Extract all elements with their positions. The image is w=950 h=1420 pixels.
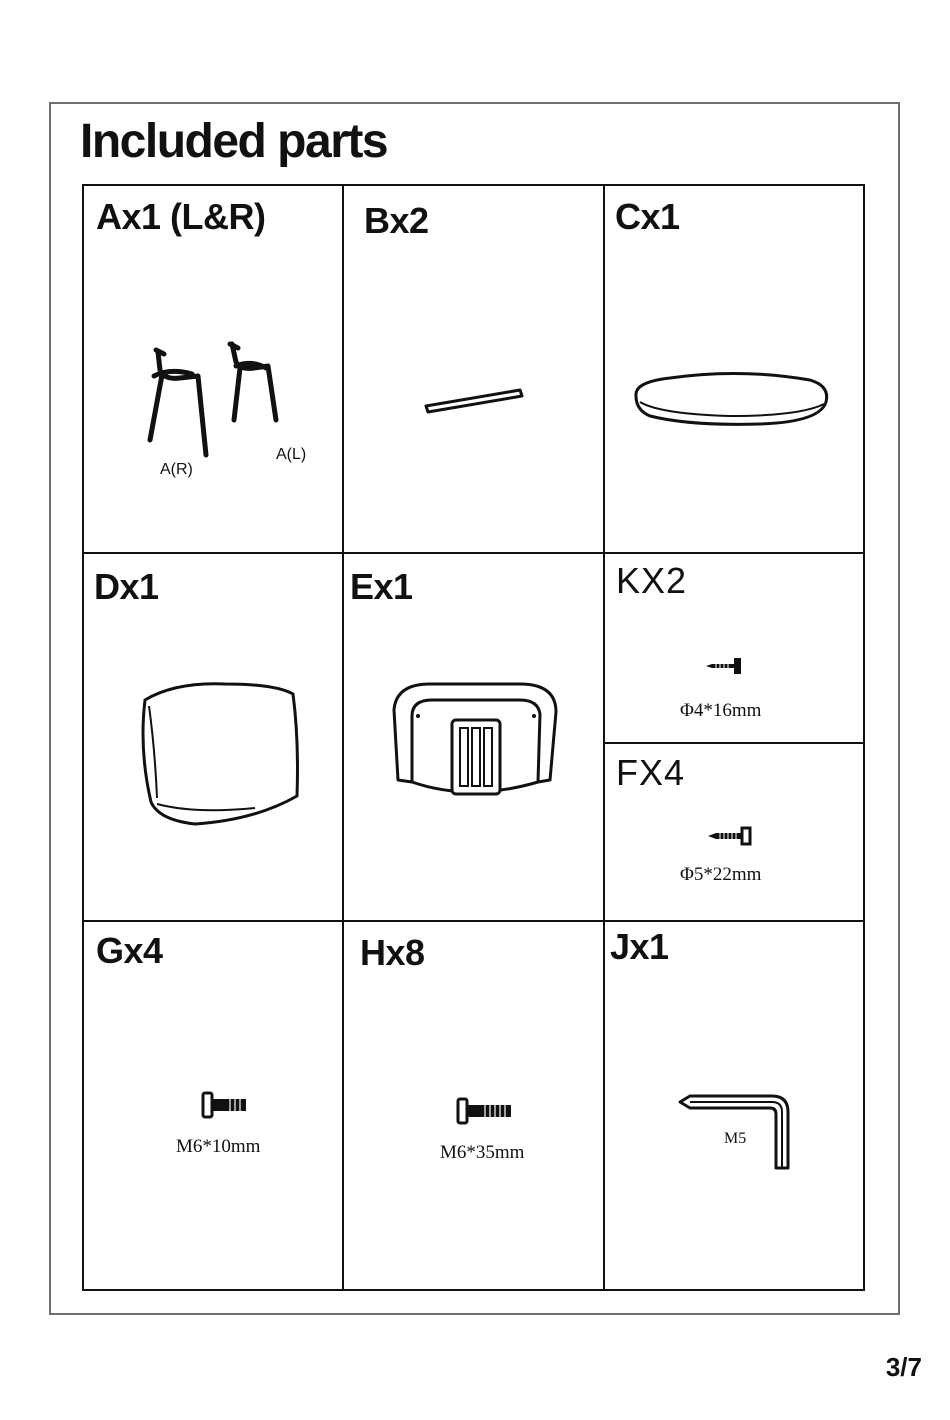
part-label-j: Jx1: [610, 926, 669, 967]
grid-divider: [342, 184, 344, 1291]
part-label-c: Cx1: [615, 196, 680, 237]
grid-divider: [82, 552, 865, 554]
part-sublabel-al: A(L): [276, 446, 307, 463]
page-title: Included parts: [80, 115, 388, 168]
part-label-h: Hx8: [360, 932, 425, 973]
seat-board-illustration: [630, 370, 832, 432]
part-label-e: Ex1: [350, 566, 413, 607]
part-label-d: Dx1: [94, 566, 159, 607]
part-spec-h: M6*35mm: [440, 1142, 525, 1163]
seat-cushion-illustration: [135, 680, 305, 828]
part-spec-f: Φ5*22mm: [680, 864, 762, 885]
rod-illustration: [420, 384, 530, 418]
part-label-k: KX2: [616, 560, 688, 601]
part-spec-j: M5: [724, 1130, 747, 1147]
wood-screw-large-icon: [706, 826, 754, 846]
backrest-illustration: [390, 680, 562, 800]
part-label-f: FX4: [616, 752, 686, 793]
part-label-b: Bx2: [364, 200, 429, 241]
part-sublabel-ar: A(R): [160, 461, 193, 478]
wood-screw-small-icon: [704, 656, 746, 676]
bolt-short-icon: [200, 1090, 250, 1120]
grid-divider: [603, 184, 605, 1291]
part-spec-k: Φ4*16mm: [680, 700, 762, 721]
grid-divider: [603, 742, 865, 744]
grid-divider: [82, 920, 865, 922]
bolt-long-icon: [455, 1096, 515, 1126]
part-label-g: Gx4: [96, 930, 163, 971]
page-number: 3/7: [885, 1352, 922, 1382]
part-spec-g: M6*10mm: [176, 1136, 261, 1157]
part-label-a: Ax1 (L&R): [96, 196, 266, 237]
